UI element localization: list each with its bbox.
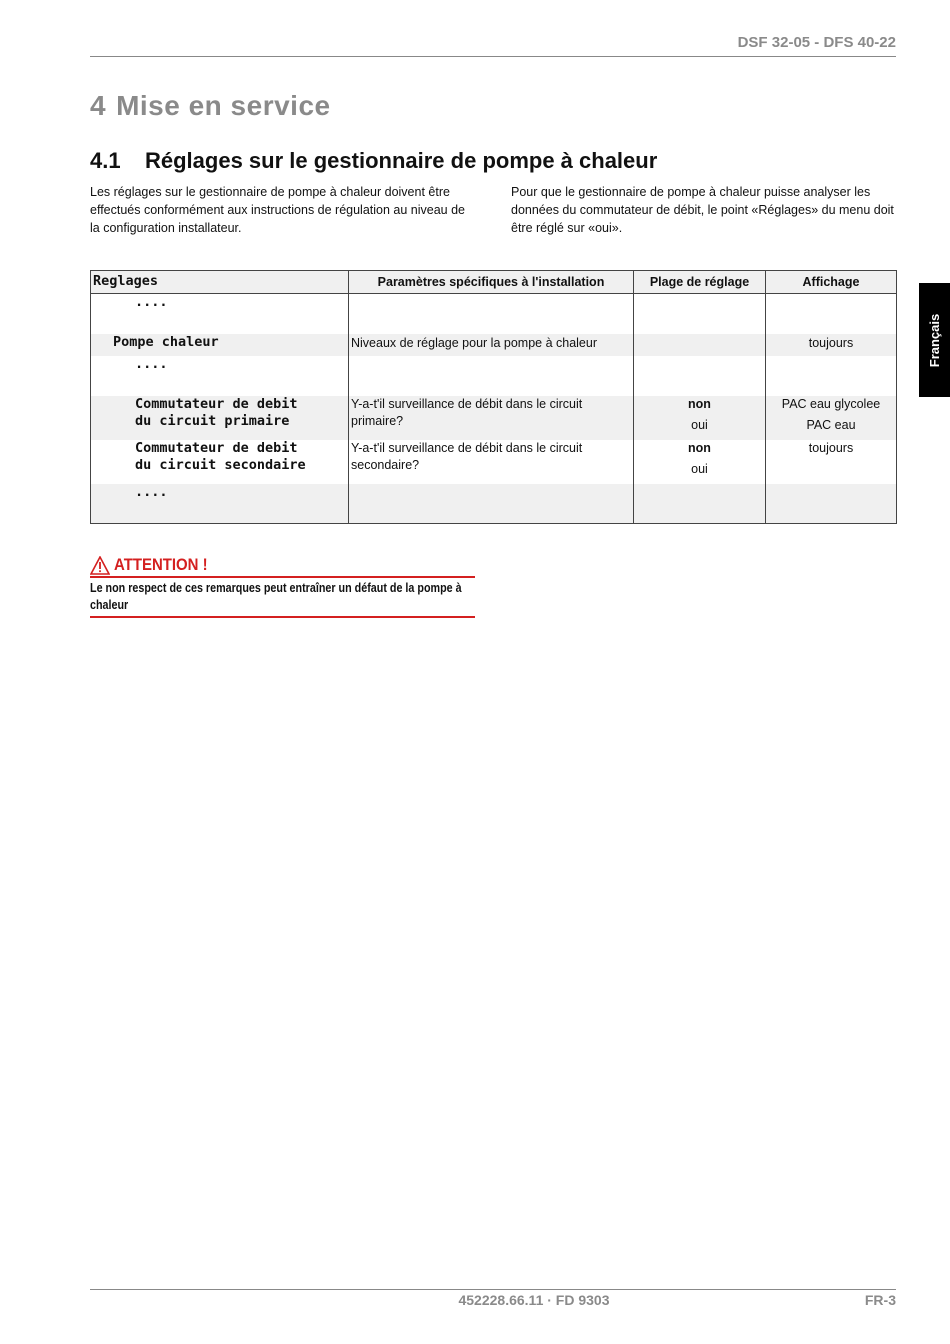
table-row-dots-1 (91, 294, 897, 334)
header-display: Affichage (766, 271, 897, 294)
menu-cell: Commutateur de debit du circuit secondaire (91, 440, 349, 484)
attention-notice (90, 555, 475, 618)
header-range: Plage de réglage (634, 271, 766, 294)
intro-paragraph-left: Les réglages sur le gestionnaire de pompe à chaleur doivent être effectués conformément aux instructions de régulation au niveau de la configuration installateur. (90, 185, 465, 235)
header-params: Paramètres spécifiques à l'installation (349, 271, 634, 294)
menu-cell: .... (91, 356, 349, 396)
header-menu: Reglages (91, 271, 349, 294)
table-row-pompe (91, 334, 897, 356)
footer-divider (90, 1289, 896, 1290)
attention-title: ATTENTION ! (114, 555, 208, 574)
display-cell: toujours (766, 440, 897, 484)
chapter-number: 4 (90, 90, 107, 121)
range-cell: non oui (634, 440, 766, 484)
menu-cell: .... (91, 294, 349, 334)
language-tab[interactable] (919, 283, 950, 397)
chapter-title-text: Mise en service (116, 90, 331, 121)
table-row-secondaire (91, 440, 897, 484)
chapter-title (90, 90, 331, 122)
settings-table (90, 270, 897, 524)
section-title (90, 148, 657, 174)
intro-paragraph-right: Pour que le gestionnaire de pompe à chaleur puisse analyser les données du commutateur de débit, le point «Réglages» du menu doit être réglé sur «oui». (511, 185, 894, 235)
language-tab-label: Français (927, 313, 943, 367)
menu-cell: Commutateur de debit du circuit primaire (91, 396, 349, 440)
params-cell: Y-a-t'il surveillance de débit dans le circuit primaire? (349, 396, 634, 440)
menu-cell: Pompe chaleur (91, 334, 349, 356)
range-cell: non oui (634, 396, 766, 440)
params-cell: Niveaux de réglage pour la pompe à chaleur (349, 334, 634, 356)
attention-header (90, 555, 475, 578)
attention-body: Le non respect de ces remarques peut entraîner un défaut de la pompe à chaleur (90, 578, 475, 618)
header-model-ref: DSF 32-05 - DFS 40-22 (737, 34, 896, 51)
menu-cell: .... (91, 484, 349, 524)
table-header-row (91, 271, 897, 294)
section-number: 4.1 (90, 148, 121, 173)
footer-page-number: FR-3 (864, 1292, 896, 1308)
footer-doc-ref: 452228.66.11 · FD 9303 (458, 1292, 610, 1308)
display-cell: toujours (766, 334, 897, 356)
table-row-primaire (91, 396, 897, 440)
display-cell: PAC eau glycolee PAC eau (766, 396, 897, 440)
section-title-text: Réglages sur le gestionnaire de pompe à chaleur (145, 148, 658, 173)
table-row-dots-3 (91, 484, 897, 524)
header-divider (90, 56, 896, 57)
warning-triangle-icon (90, 556, 110, 575)
table-row-dots-2 (91, 356, 897, 396)
params-cell: Y-a-t'il surveillance de débit dans le circuit secondaire? (349, 440, 634, 484)
